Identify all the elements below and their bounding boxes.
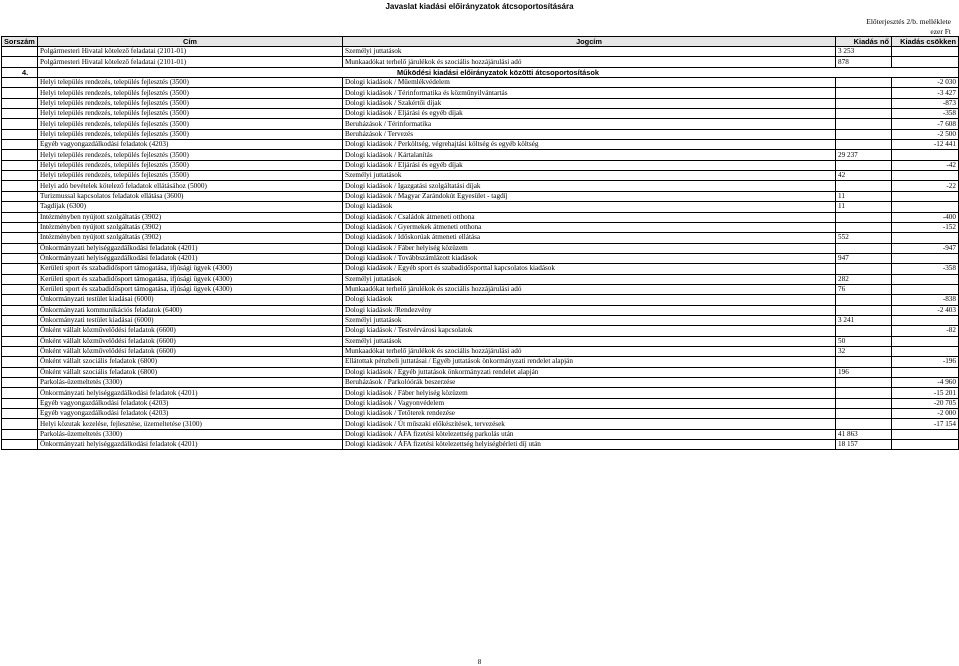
row-jogcim: Személyi juttatások	[343, 315, 836, 325]
row-number	[2, 440, 38, 450]
table-row	[2, 47, 959, 57]
row-cim: Egyéb vagyongazdálkodási feladatok (4203)	[38, 409, 343, 419]
row-decrease: -873	[892, 98, 959, 108]
row-jogcim: Dologi kiadások / Fáber helyiség közüzem	[343, 388, 836, 398]
row-decrease: -12 441	[892, 140, 959, 150]
table-row	[2, 264, 959, 274]
row-cim: Intézményben nyújtott szolgáltatás (3902)	[38, 222, 343, 232]
row-increase: 29 237	[836, 150, 892, 160]
section-title: Működési kiadási előirányzatok közötti átcsoportosítások	[38, 67, 959, 77]
row-jogcim: Dologi kiadások / Perköltség, végrehajtási költség és egyéb költség	[343, 140, 836, 150]
row-number	[2, 202, 38, 212]
row-decrease: -2 000	[892, 409, 959, 419]
row-number	[2, 378, 38, 388]
row-increase: 11	[836, 202, 892, 212]
row-cim: Önként vállalt szociális feladatok (6800)	[38, 367, 343, 377]
appropriation-table	[1, 36, 959, 450]
row-number	[2, 88, 38, 98]
section-number: 4.	[2, 67, 38, 77]
table-row	[2, 202, 959, 212]
row-increase	[836, 222, 892, 232]
table-row	[2, 367, 959, 377]
row-jogcim: Dologi kiadások	[343, 202, 836, 212]
row-increase: 196	[836, 367, 892, 377]
row-decrease	[892, 202, 959, 212]
row-increase	[836, 140, 892, 150]
row-increase	[836, 295, 892, 305]
table-row	[2, 315, 959, 325]
row-decrease: -4 960	[892, 378, 959, 388]
row-increase	[836, 181, 892, 191]
table-row	[2, 346, 959, 356]
row-jogcim: Dologi kiadások / Testvérvárosi kapcsolatok	[343, 326, 836, 336]
header-cim: Cím	[38, 37, 343, 47]
row-jogcim: Dologi kiadások / Magyar Zarándokút Egyesület - tagdíj	[343, 191, 836, 201]
row-cim: Intézményben nyújtott szolgáltatás (3902)	[38, 212, 343, 222]
table-row	[2, 243, 959, 253]
row-increase	[836, 398, 892, 408]
row-cim: Parkolás-üzemeltetés (3300)	[38, 378, 343, 388]
row-cim: Polgármesteri Hivatal kötelező feladatai (2101-01)	[38, 57, 343, 67]
table-row	[2, 253, 959, 263]
row-cim: Tagdíjak (6300)	[38, 202, 343, 212]
row-increase: 50	[836, 336, 892, 346]
row-jogcim: Dologi kiadások / Igazgatási szolgáltatási díjak	[343, 181, 836, 191]
row-decrease: -3 427	[892, 88, 959, 98]
row-number	[2, 47, 38, 57]
row-increase	[836, 419, 892, 429]
table-row	[2, 181, 959, 191]
table-row	[2, 274, 959, 284]
row-number	[2, 181, 38, 191]
row-cim: Önként vállalt közművelődési feladatok (6600)	[38, 326, 343, 336]
table-row	[2, 409, 959, 419]
row-increase	[836, 409, 892, 419]
row-decrease	[892, 150, 959, 160]
row-increase	[836, 212, 892, 222]
row-decrease	[892, 315, 959, 325]
row-decrease	[892, 47, 959, 57]
row-number	[2, 243, 38, 253]
row-decrease: -838	[892, 295, 959, 305]
table-body	[2, 47, 959, 450]
row-cim: Kerületi sport és szabadidősport támogatása, ifjúsági ügyek (4300)	[38, 274, 343, 284]
row-increase	[836, 160, 892, 170]
row-number	[2, 98, 38, 108]
row-number	[2, 388, 38, 398]
row-jogcim: Dologi kiadások / ÁFA fizetési kötelezettség helyiségbérleti díj után	[343, 440, 836, 450]
table-row	[2, 88, 959, 98]
row-jogcim: Dologi kiadások / Eljárási és egyéb díjak	[343, 160, 836, 170]
row-increase	[836, 357, 892, 367]
table-row	[2, 429, 959, 439]
row-jogcim: Dologi kiadások / Vagyonvédelem	[343, 398, 836, 408]
row-increase: 552	[836, 233, 892, 243]
row-number	[2, 191, 38, 201]
row-number	[2, 109, 38, 119]
row-jogcim: Személyi juttatások	[343, 171, 836, 181]
row-number	[2, 140, 38, 150]
section-header-row	[2, 67, 959, 77]
table-row	[2, 171, 959, 181]
table-row	[2, 119, 959, 129]
row-cim: Polgármesteri Hivatal kötelező feladatai (2101-01)	[38, 47, 343, 57]
row-increase	[836, 326, 892, 336]
row-jogcim: Dologi kiadások / ÁFA fizetési kötelezettség parkolás után	[343, 429, 836, 439]
row-number	[2, 233, 38, 243]
row-decrease	[892, 429, 959, 439]
row-cim: Kerületi sport és szabadidősport támogatása, ifjúsági ügyek (4300)	[38, 284, 343, 294]
row-jogcim: Dologi kiadások	[343, 295, 836, 305]
row-cim: Önként vállalt közművelődési feladatok (6600)	[38, 336, 343, 346]
row-number	[2, 171, 38, 181]
row-increase	[836, 129, 892, 139]
row-jogcim: Munkaadókat terhelő járulékok és szociális hozzájárulási adó	[343, 57, 836, 67]
row-jogcim: Személyi juttatások	[343, 274, 836, 284]
row-increase	[836, 119, 892, 129]
row-cim: Helyi település rendezés, település fejlesztés (3500)	[38, 171, 343, 181]
row-jogcim: Munkaadókat terhelő járulékok és szociális hozzájárulási adó	[343, 346, 836, 356]
row-jogcim: Dologi kiadások / Szakértői díjak	[343, 98, 836, 108]
row-jogcim: Dologi kiadások / Út műszaki előkészítések, tervezések	[343, 419, 836, 429]
row-increase	[836, 88, 892, 98]
row-number	[2, 357, 38, 367]
row-jogcim: Beruházások / Térinformatika	[343, 119, 836, 129]
row-increase: 41 863	[836, 429, 892, 439]
row-decrease	[892, 253, 959, 263]
row-cim: Parkolás-üzemeltetés (3300)	[38, 429, 343, 439]
table-row	[2, 336, 959, 346]
row-cim: Önkormányzati kommunikációs feladatok (6400)	[38, 305, 343, 315]
row-cim: Önkormányzati helyiséggazdálkodási feladatok (4201)	[38, 243, 343, 253]
row-cim: Önként vállalt közművelődési feladatok (6600)	[38, 346, 343, 356]
table-row	[2, 212, 959, 222]
row-cim: Kerületi sport és szabadidősport támogatása, ifjúsági ügyek (4300)	[38, 264, 343, 274]
row-cim: Helyi település rendezés, település fejlesztés (3500)	[38, 150, 343, 160]
row-number	[2, 150, 38, 160]
table-row	[2, 191, 959, 201]
row-decrease: -947	[892, 243, 959, 253]
row-decrease	[892, 191, 959, 201]
row-cim: Önként vállalt szociális feladatok (6800)	[38, 357, 343, 367]
row-jogcim: Dologi kiadások / Egyéb juttatások önkormányzati rendelet alapján	[343, 367, 836, 377]
row-increase	[836, 78, 892, 88]
table-row	[2, 440, 959, 450]
row-decrease: -196	[892, 357, 959, 367]
row-jogcim: Dologi kiadások / Időskorúak átmeneti ellátása	[343, 233, 836, 243]
header-jogcim: Jogcím	[343, 37, 836, 47]
row-number	[2, 253, 38, 263]
row-decrease: -358	[892, 109, 959, 119]
row-cim: Önkormányzati testület kiadásai (6000)	[38, 315, 343, 325]
table-header-row	[2, 37, 959, 47]
row-number	[2, 264, 38, 274]
row-jogcim: Dologi kiadások / Családok átmeneti otthona	[343, 212, 836, 222]
row-increase	[836, 98, 892, 108]
row-decrease: -2 500	[892, 129, 959, 139]
unit-label: ezer Ft	[930, 27, 951, 36]
row-decrease	[892, 367, 959, 377]
row-increase: 76	[836, 284, 892, 294]
table-row	[2, 326, 959, 336]
row-decrease: -358	[892, 264, 959, 274]
row-jogcim: Ellátottak pénzbeli juttatásai / Egyéb juttatások önkormányzati rendelet alapján	[343, 357, 836, 367]
row-increase	[836, 243, 892, 253]
row-jogcim: Dologi kiadások / Tetőterek rendezése	[343, 409, 836, 419]
row-cim: Önkormányzati helyiséggazdálkodási feladatok (4201)	[38, 440, 343, 450]
table-row	[2, 357, 959, 367]
row-decrease: -2 030	[892, 78, 959, 88]
row-decrease: -22	[892, 181, 959, 191]
row-number	[2, 346, 38, 356]
row-decrease: -400	[892, 212, 959, 222]
row-cim: Önkormányzati helyiséggazdálkodási feladatok (4201)	[38, 253, 343, 263]
row-decrease: -152	[892, 222, 959, 232]
row-cim: Helyi település rendezés, település fejlesztés (3500)	[38, 129, 343, 139]
row-increase: 3 241	[836, 315, 892, 325]
table-row	[2, 129, 959, 139]
row-cim: Egyéb vagyongazdálkodási feladatok (4203)	[38, 140, 343, 150]
row-jogcim: Dologi kiadások / Fáber helyiség közüzem	[343, 243, 836, 253]
row-increase	[836, 305, 892, 315]
row-number	[2, 295, 38, 305]
table-row	[2, 305, 959, 315]
table-row	[2, 388, 959, 398]
row-jogcim: Dologi kiadások / Gyermekek átmeneti otthona	[343, 222, 836, 232]
table-row	[2, 295, 959, 305]
row-cim: Helyi település rendezés, település fejlesztés (3500)	[38, 160, 343, 170]
row-increase: 18 157	[836, 440, 892, 450]
row-jogcim: Dologi kiadások / Egyéb sport és szabadidősporttal kapcsolatos kiadások	[343, 264, 836, 274]
row-number	[2, 409, 38, 419]
table-row	[2, 150, 959, 160]
row-jogcim: Dologi kiadások / Műemlékvédelem	[343, 78, 836, 88]
row-jogcim: Beruházások / Tervezés	[343, 129, 836, 139]
row-decrease: -7 608	[892, 119, 959, 129]
document-title: Javaslat kiadási előirányzatok átcsoportosítására	[385, 2, 574, 11]
row-number	[2, 326, 38, 336]
row-decrease	[892, 274, 959, 284]
table-row	[2, 78, 959, 88]
row-number	[2, 57, 38, 67]
row-number	[2, 336, 38, 346]
row-number	[2, 305, 38, 315]
row-number	[2, 119, 38, 129]
row-jogcim: Dologi kiadások / Továbbszámlázott kiadások	[343, 253, 836, 263]
row-cim: Turizmussal kapcsolatos feladatok ellátása (3600)	[38, 191, 343, 201]
row-increase	[836, 109, 892, 119]
row-number	[2, 398, 38, 408]
row-jogcim: Beruházások / Parkolóórák beszerzése	[343, 378, 836, 388]
row-decrease: -82	[892, 326, 959, 336]
row-cim: Önkormányzati testület kiadásai (6000)	[38, 295, 343, 305]
table-row	[2, 284, 959, 294]
row-decrease	[892, 233, 959, 243]
row-number	[2, 129, 38, 139]
row-jogcim: Dologi kiadások /Rendezvény	[343, 305, 836, 315]
row-decrease	[892, 440, 959, 450]
row-cim: Helyi település rendezés, település fejlesztés (3500)	[38, 88, 343, 98]
row-cim: Helyi adó bevételek kötelező feladatok ellátásához (5000)	[38, 181, 343, 191]
row-jogcim: Személyi juttatások	[343, 47, 836, 57]
row-increase: 32	[836, 346, 892, 356]
row-jogcim: Dologi kiadások / Kártalanítás	[343, 150, 836, 160]
row-cim: Egyéb vagyongazdálkodási feladatok (4203)	[38, 398, 343, 408]
row-number	[2, 284, 38, 294]
row-decrease	[892, 346, 959, 356]
row-decrease	[892, 57, 959, 67]
table-row	[2, 398, 959, 408]
table-row	[2, 140, 959, 150]
table-row	[2, 98, 959, 108]
row-cim: Helyi település rendezés, település fejlesztés (3500)	[38, 119, 343, 129]
header-kiadas-csokken: Kiadás csökken	[892, 37, 959, 47]
row-number	[2, 367, 38, 377]
row-number	[2, 212, 38, 222]
row-cim: Helyi település rendezés, település fejlesztés (3500)	[38, 109, 343, 119]
row-decrease: -20 705	[892, 398, 959, 408]
row-number	[2, 274, 38, 284]
row-increase: 282	[836, 274, 892, 284]
row-decrease: -2 403	[892, 305, 959, 315]
row-jogcim: Személyi juttatások	[343, 336, 836, 346]
row-increase: 947	[836, 253, 892, 263]
row-decrease: -42	[892, 160, 959, 170]
row-jogcim: Dologi kiadások / Eljárási és egyéb díjak	[343, 109, 836, 119]
row-cim: Helyi település rendezés, település fejlesztés (3500)	[38, 78, 343, 88]
row-cim: Önkormányzati helyiséggazdálkodási feladatok (4201)	[38, 388, 343, 398]
row-increase: 11	[836, 191, 892, 201]
row-number	[2, 222, 38, 232]
row-decrease	[892, 171, 959, 181]
row-decrease: -15 201	[892, 388, 959, 398]
row-decrease	[892, 336, 959, 346]
table-row	[2, 160, 959, 170]
row-number	[2, 419, 38, 429]
row-number	[2, 78, 38, 88]
header-sorszam: Sorszám	[2, 37, 38, 47]
table-row	[2, 109, 959, 119]
row-increase: 3 253	[836, 47, 892, 57]
row-increase	[836, 378, 892, 388]
row-cim: Helyi közutak kezelése, fejlesztése, üzemeltetése (3100)	[38, 419, 343, 429]
table-row	[2, 222, 959, 232]
row-increase	[836, 388, 892, 398]
table-row	[2, 378, 959, 388]
page-number: 8	[477, 658, 482, 666]
row-decrease: -17 154	[892, 419, 959, 429]
row-cim: Helyi település rendezés, település fejlesztés (3500)	[38, 98, 343, 108]
row-increase: 878	[836, 57, 892, 67]
row-increase: 42	[836, 171, 892, 181]
table-row	[2, 419, 959, 429]
header-kiadas-no: Kiadás nő	[836, 37, 892, 47]
row-number	[2, 429, 38, 439]
attachment-label: Előterjesztés 2/b. melléklete	[866, 17, 951, 26]
row-cim: Intézményben nyújtott szolgáltatás (3902)	[38, 233, 343, 243]
table-row	[2, 233, 959, 243]
row-increase	[836, 264, 892, 274]
table-row	[2, 57, 959, 67]
row-jogcim: Dologi kiadások / Térinformatika és közműnyilvántartás	[343, 88, 836, 98]
row-number	[2, 160, 38, 170]
row-jogcim: Munkaadókat terhelő járulékok és szociális hozzájárulási adó	[343, 284, 836, 294]
row-decrease	[892, 284, 959, 294]
row-number	[2, 315, 38, 325]
